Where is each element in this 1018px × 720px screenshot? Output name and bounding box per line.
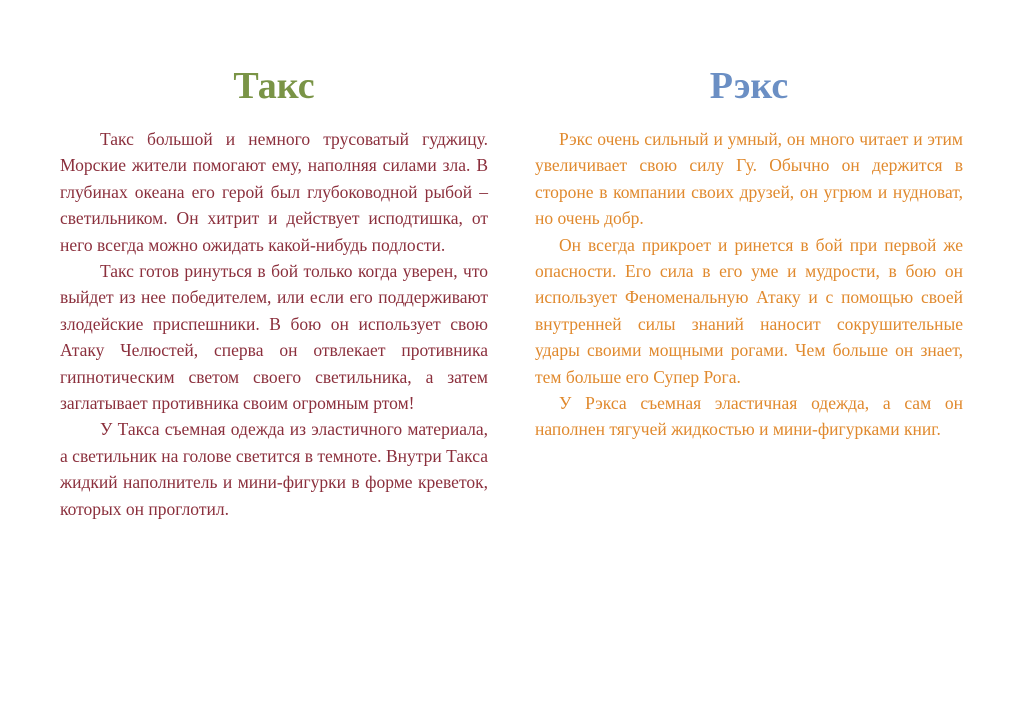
taks-description xyxy=(60,126,488,522)
column-taks xyxy=(60,60,488,522)
reks-description xyxy=(535,126,963,443)
taks-paragraph-1: Такс большой и немного трусоватый гуджицу. Морские жители помогают ему, наполняя силами зла. В глубинах океана его герой был глубоководной рыбой – светильником. Он хитрит и действует исподтишка, от него всегда можно ожидать какой-нибудь подлости. xyxy=(60,129,488,255)
reks-title: Рэкс xyxy=(709,65,789,107)
column-reks xyxy=(535,60,963,443)
reks-paragraph-3: У Рэкса съемная эластичная одежда, а сам он наполнен тягучей жидкостью и мини-фигурками книг. xyxy=(535,393,963,440)
reks-paragraph-1: Рэкс очень сильный и умный, он много читает и этим увеличивает свою силу Гу. Обычно он держится в стороне в компании своих друзей, он угрюм и нудноват, но очень добр. xyxy=(535,129,963,229)
taks-paragraph-2: Такс готов ринуться в бой только когда уверен, что выйдет из нее победителем, или если его поддерживают злодейские приспешники. В бою он использует свою Атаку Челюстей, сперва он отвлекает противника гипнотическим светом своего светильника, а затем заглатывает противника своим огромным ртом! xyxy=(60,261,488,414)
taks-paragraph-3: У Такса съемная одежда из эластичного материала, а светильник на голове светится в темноте. Внутри Такса жидкий наполнитель и мини-фигурки в форме креветок, которых он проглотил. xyxy=(60,419,488,519)
taks-title: Такс xyxy=(233,65,315,107)
reks-paragraph-2: Он всегда прикроет и ринется в бой при первой же опасности. Его сила в его уме и мудрости, в бою он использует Феноменальную Атаку и с помощью своей внутренней силы знаний наносит сокрушительные удары своими мощными рогами. Чем больше он знает, тем больше его Супер Рога. xyxy=(535,234,963,387)
